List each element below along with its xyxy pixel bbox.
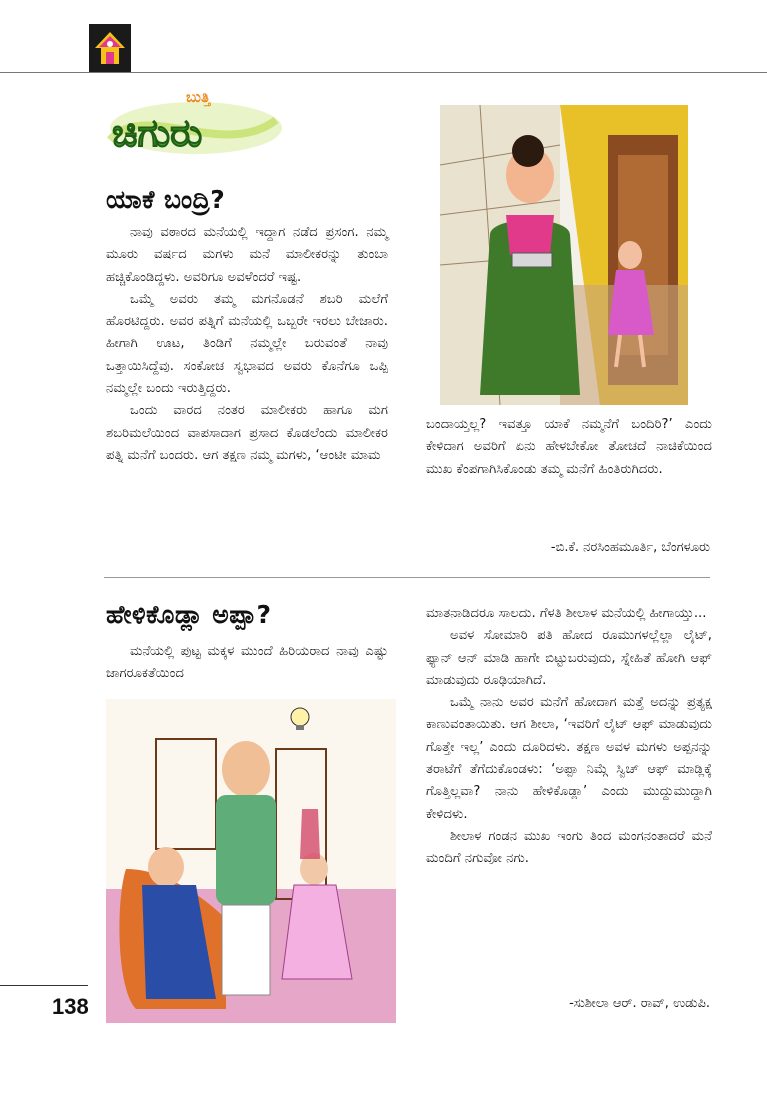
story1-continued-paragraph: ಬಂದಾಯ್ತಲ್ಲ? ಇವತ್ತೂ ಯಾಕೆ ನಮ್ಮನೆಗೆ ಬಂದಿರಿ?’ ಎಂದು ಕೇಳಿದಾಗ ಅವರಿಗೆ ಏನು ಹೇಳಬೇಕೋ ತೋಚದೆ ನಾಚಿಕೆಯಿಂದ ಮುಖ ಕೆಂಪಗಾಗಿಸಿಕೊಂಡು ತಮ್ಮ ಮನೆಗೆ ಹಿಂತಿರುಗಿದರು. (426, 417, 712, 477)
page-number: 138 (52, 994, 89, 1019)
masthead-small: ಬುತ್ತಿ (186, 88, 211, 106)
story2-paragraph: ಮನೆಯಲ್ಲಿ ಪುಟ್ಟ ಮಕ್ಕಳ ಮುಂದೆ ಹಿರಿಯರಾದ ನಾವು ಎಷ್ಟು ಜಾಗರೂಕತೆಯಿಂದ (106, 644, 388, 682)
story2-paragraph: ಮಾತನಾಡಿದರೂ ಸಾಲದು. ಗೆಳತಿ ಶೀಲಾಳ ಮನೆಯಲ್ಲಿ ಹೀಗಾಯ್ತು... (426, 606, 707, 621)
header-rule (0, 72, 767, 73)
story2-left-column (106, 641, 388, 686)
story1-paragraph: ಒಂದು ವಾರದ ನಂತರ ಮಾಲೀಕರು ಹಾಗೂ ಮಗ ಶಬರಿಮಲೆಯಿಂದ ವಾಪಸಾದಾಗ ಪ್ರಸಾದ ಕೊಡಲೆಂದು ಮಾಲೀಕರ ಪತ್ನಿ ಮನೆಗೆ ಬಂದರು. ಆಗ ತಕ್ಷಣ ನಮ್ಮ ಮಗಳು, ‘ಆಂಟೀ ಮಾಮ (106, 403, 388, 463)
house-logo-icon (89, 24, 131, 72)
story1-paragraph: ನಾವು ವಠಾರದ ಮನೆಯಲ್ಲಿ ಇದ್ದಾಗ ನಡೆದ ಪ್ರಸಂಗ. ನಮ್ಮ ಮೂರು ವರ್ಷದ ಮಗಳು ಮನೆ ಮಾಲೀಕರನ್ನು ತುಂಬಾ ಹಚ್ಚಿಕೊಂಡಿದ್ದಳು. ಅವರಿಗೂ ಅವಳೆಂದರೆ ಇಷ್ಟ. (106, 225, 388, 285)
story1-title: ಯಾಕೆ ಬಂದ್ರಿ? (106, 185, 226, 214)
story2-credit: -ಸುಶೀಲಾ ಆರ್. ರಾವ್, ಉಡುಪಿ. (569, 996, 710, 1011)
footer-rule (0, 985, 88, 986)
section-divider (104, 577, 710, 578)
story1-paragraph: ಒಮ್ಮೆ ಅವರು ತಮ್ಮ ಮಗನೊಡನೆ ಶಬರಿ ಮಲೆಗೆ ಹೊರಟಿದ್ದರು. ಅವರ ಪತ್ನಿಗೆ ಮನೆಯಲ್ಲಿ ಒಬ್ಬರೇ ಇರಲು ಬೇಜಾರು. ಹೀಗಾಗಿ ಊಟ, ತಿಂಡಿಗೆ ನಮ್ಮಲ್ಲೇ ಬರುವಂತೆ ನಾವು ಒತ್ತಾಯಿಸಿದ್ದೆವು. ಸಂಕೋಚ ಸ್ವಭಾವದ ಅವರು ಕೊನೆಗೂ ಒಪ್ಪಿ ನಮ್ಮಲ್ಲೇ ಬಂದು ಇರುತ್ತಿದ್ದರು. (106, 291, 388, 397)
story1-credit: -ಬಿ.ಕೆ. ನರಸಿಂಹಮೂರ್ತಿ, ಬೆಂಗಳೂರು (550, 540, 710, 555)
masthead (104, 80, 284, 160)
story2-paragraph: ಒಮ್ಮೆ ನಾನು ಅವರ ಮನೆಗೆ ಹೋದಾಗ ಮತ್ತೆ ಅದನ್ನು ಪ್ರತ್ಯಕ್ಷ ಕಾಣುವಂತಾಯಿತು. ಆಗ ಶೀಲಾ, ‘ಇವರಿಗೆ ಲೈಟ್ ಆಫ್ ಮಾಡುವುದು ಗೊತ್ತೇ ಇಲ್ಲ’ ಎಂದು ದೂರಿದಳು. ತಕ್ಷಣ ಅವಳ ಮಗಳು ಅಪ್ಪನನ್ನು ತರಾಟೆಗೆ ತೆಗೆದುಕೊಂಡಳು: ‘ಅಪ್ಪಾ ನಿಮ್ಗೆ ಸ್ವಿಚ್ ಆಫ್ ಮಾಡ್ಲಿಕ್ಕೆ ಗೊತ್ತಿಲ್ಲವಾ? ನಾನು ಹೇಳಿಕೊಡ್ಲಾ’ ಎಂದು ಮುದ್ದುಮುದ್ದಾಗಿ ಕೇಳಿದಳು. (426, 695, 712, 822)
illustration-family-switch (106, 699, 396, 1023)
story2-paragraph: ಶೀಲಾಳ ಗಂಡನ ಮುಖ ಇಂಗು ತಿಂದ ಮಂಗನಂತಾದರೆ ಮನೆ ಮಂದಿಗೆ ನಗುವೋ ನಗು. (426, 828, 712, 867)
story1-right-column (426, 414, 712, 481)
story2-title: ಹೇಳಿಕೊಡ್ಲಾ ಅಪ್ಪಾ? (106, 600, 272, 629)
story1-left-column (106, 222, 388, 467)
masthead-title: ಚಿಗುರು (112, 111, 203, 155)
story2-paragraph: ಅವಳ ಸೋಮಾರಿ ಪತಿ ಹೋದ ರೂಮುಗಳಲ್ಲೆಲ್ಲಾ ಲೈಟ್, ಫ್ಯಾನ್ ಆನ್ ಮಾಡಿ ಹಾಗೇ ಬಿಟ್ಟುಬರುವುದು, ಸ್ನೇಹಿತೆ ಹೋಗಿ ಆಫ್ ಮಾಡುವುದು ರೂಢಿಯಾಗಿದೆ. (426, 628, 712, 688)
illustration-landlady-and-girl (440, 105, 688, 405)
story2-right-column (426, 603, 712, 871)
